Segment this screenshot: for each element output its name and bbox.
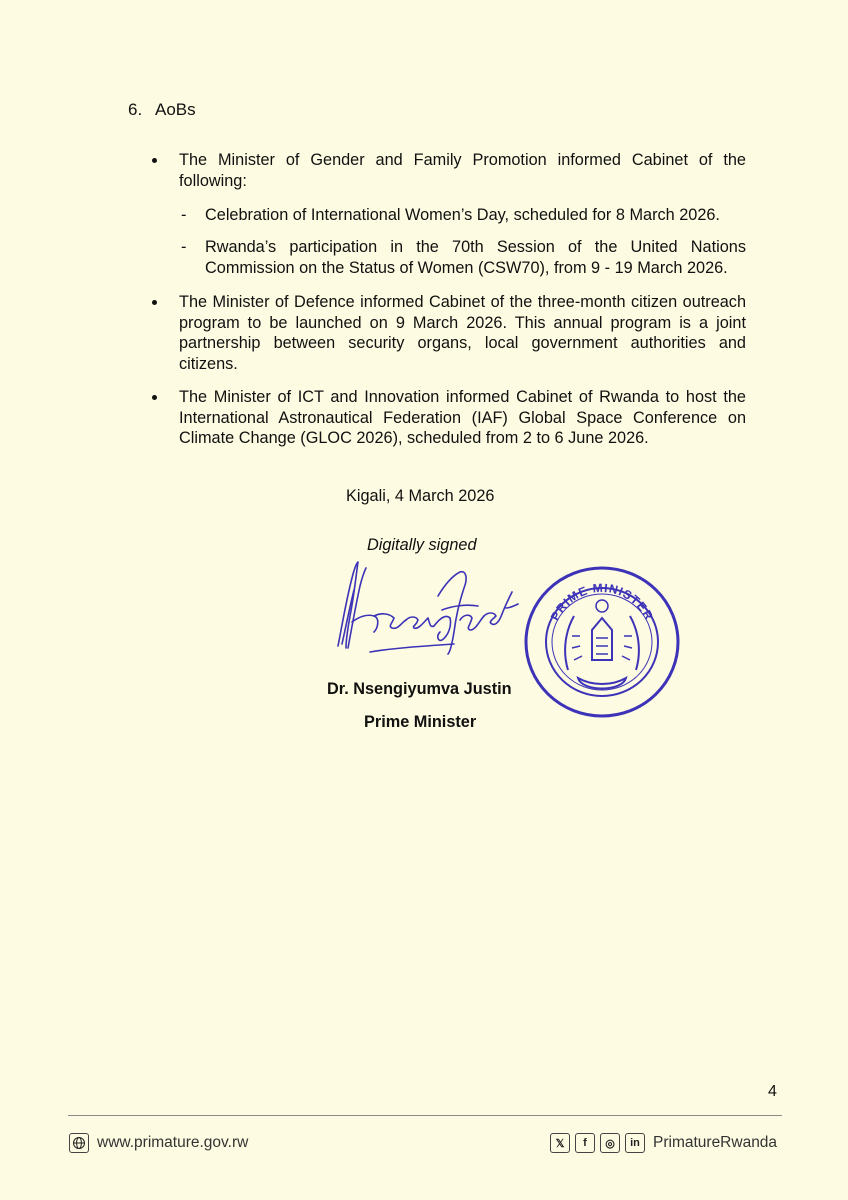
dash-icon: - [181,206,187,224]
facebook-icon[interactable]: f [575,1133,595,1153]
section-number: 6. [128,100,143,119]
social-handle[interactable]: PrimatureRwanda [653,1134,778,1151]
linkedin-icon[interactable]: in [625,1133,645,1153]
page-number: 4 [768,1083,777,1100]
footer-website[interactable] [69,1133,248,1153]
seal-text: PRIME MINISTER [547,580,657,623]
digitally-signed-note: Digitally signed [367,536,477,554]
signature-image [334,556,524,662]
section-title: AoBs [155,100,196,119]
globe-icon [69,1133,89,1153]
signer-name: Dr. Nsengiyumva Justin [327,680,512,698]
bullet-icon [152,300,157,305]
list-item: The Minister of ICT and Innovation informed Cabinet of Rwanda to host the International Astronautical Federation (IAF) Global Space Conference on Climate Change (GLOC 2026), scheduled from 2 to 6 June 2026. [179,387,746,449]
list-item: The Minister of Defence informed Cabinet of the three-month citizen outreach program to be launched on 9 March 2026. This annual program is a joint partnership between security organs, local government authorities and citizens. [179,292,746,374]
section-heading [128,100,196,120]
sub-list-item: - Rwanda’s participation in the 70th Session of the United Nations Commission on the Status of Women (CSW70), from 9 - 19 March 2026. [181,238,746,277]
bullet-icon [152,395,157,400]
footer-divider [68,1115,782,1116]
dash-icon: - [181,238,187,256]
sub-list-item: - Celebration of International Women’s Day, scheduled for 8 March 2026. [181,206,720,224]
website-link[interactable]: www.primature.gov.rw [97,1134,249,1151]
instagram-icon[interactable]: ◎ [600,1133,620,1153]
bullet-icon [152,158,157,163]
place-date: Kigali, 4 March 2026 [346,487,495,505]
x-icon[interactable]: 𝕏 [550,1133,570,1153]
signer-title: Prime Minister [364,713,477,731]
prime-minister-seal [522,560,682,720]
footer-social [550,1133,777,1153]
list-item: The Minister of Gender and Family Promotion informed Cabinet of the following: [179,150,746,191]
